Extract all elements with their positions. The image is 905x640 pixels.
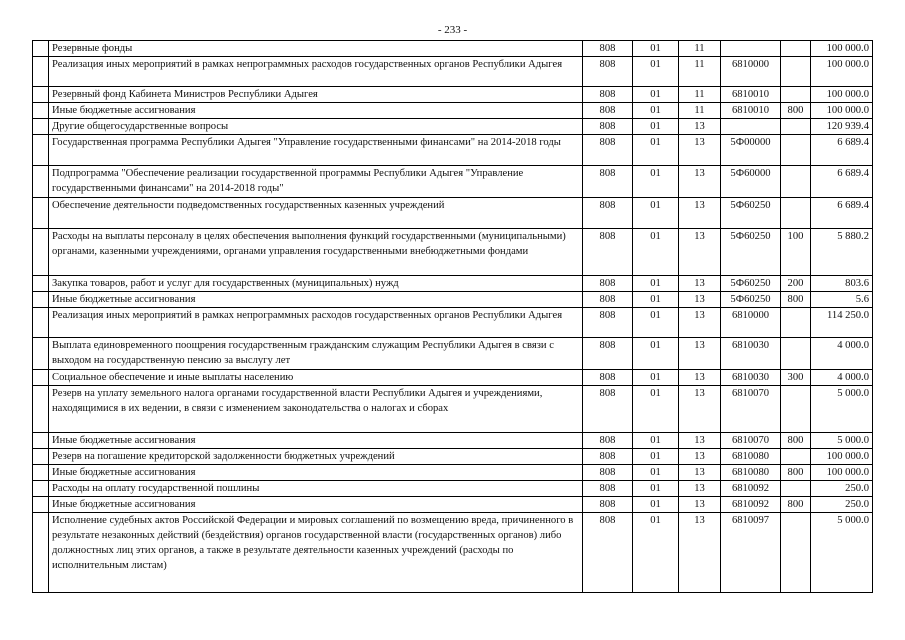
row-expense-type-code [781, 87, 811, 103]
row-name: Реализация иных мероприятий в рамках непрограммных расходов государственных органов Республики Адыгея [49, 308, 583, 338]
row-expense-type-code [781, 135, 811, 166]
table-row [33, 308, 873, 338]
row-ministry-code: 808 [583, 292, 633, 308]
row-ministry-code: 808 [583, 198, 633, 229]
row-subsection-code: 13 [679, 276, 721, 292]
row-subsection-code: 13 [679, 370, 721, 386]
row-target-code: 5Ф60250 [721, 292, 781, 308]
row-section-code: 01 [633, 433, 679, 449]
row-target-code [721, 119, 781, 135]
row-target-code: 6810010 [721, 87, 781, 103]
row-subsection-code: 11 [679, 103, 721, 119]
row-section-code: 01 [633, 229, 679, 276]
row-name: Расходы на выплаты персоналу в целях обеспечения выполнения функций государственными (муниципальными) органами, казенными учреждениями, органами управления государственными внебюджетными фондами [49, 229, 583, 276]
row-marker-cell [33, 135, 49, 166]
row-ministry-code: 808 [583, 87, 633, 103]
row-expense-type-code: 800 [781, 465, 811, 481]
row-ministry-code: 808 [583, 57, 633, 87]
row-subsection-code: 13 [679, 166, 721, 198]
row-amount: 100 000.0 [811, 449, 873, 465]
row-section-code: 01 [633, 465, 679, 481]
row-subsection-code: 13 [679, 338, 721, 370]
row-ministry-code: 808 [583, 433, 633, 449]
row-subsection-code: 13 [679, 119, 721, 135]
row-amount: 5 000.0 [811, 433, 873, 449]
row-amount: 4 000.0 [811, 338, 873, 370]
row-section-code: 01 [633, 166, 679, 198]
row-amount: 100 000.0 [811, 41, 873, 57]
row-name: Иные бюджетные ассигнования [49, 292, 583, 308]
table-row [33, 433, 873, 449]
row-name: Реализация иных мероприятий в рамках непрограммных расходов государственных органов Республики Адыгея [49, 57, 583, 87]
row-target-code: 6810070 [721, 433, 781, 449]
row-expense-type-code [781, 338, 811, 370]
row-marker-cell [33, 198, 49, 229]
row-target-code: 6810070 [721, 386, 781, 433]
row-subsection-code: 13 [679, 386, 721, 433]
row-section-code: 01 [633, 57, 679, 87]
row-section-code: 01 [633, 276, 679, 292]
table-row [33, 386, 873, 433]
row-expense-type-code [781, 449, 811, 465]
table-row [33, 513, 873, 593]
row-expense-type-code: 100 [781, 229, 811, 276]
row-target-code: 6810030 [721, 370, 781, 386]
row-section-code: 01 [633, 481, 679, 497]
row-amount: 100 000.0 [811, 87, 873, 103]
row-ministry-code: 808 [583, 481, 633, 497]
row-name: Резерв на погашение кредиторской задолженности бюджетных учреждений [49, 449, 583, 465]
row-target-code: 6810030 [721, 338, 781, 370]
row-expense-type-code [781, 513, 811, 593]
row-marker-cell [33, 386, 49, 433]
row-expense-type-code [781, 57, 811, 87]
row-section-code: 01 [633, 338, 679, 370]
row-marker-cell [33, 465, 49, 481]
row-expense-type-code: 800 [781, 103, 811, 119]
row-name: Иные бюджетные ассигнования [49, 465, 583, 481]
row-amount: 5 880.2 [811, 229, 873, 276]
row-marker-cell [33, 41, 49, 57]
row-marker-cell [33, 338, 49, 370]
row-section-code: 01 [633, 386, 679, 433]
row-marker-cell [33, 513, 49, 593]
row-subsection-code: 13 [679, 198, 721, 229]
table-row [33, 41, 873, 57]
row-subsection-code: 13 [679, 229, 721, 276]
row-amount: 803.6 [811, 276, 873, 292]
row-name: Подпрограмма "Обеспечение реализации государственной программы Республики Адыгея "Управление государственными финансами" на 2014-2018 годы" [49, 166, 583, 198]
row-section-code: 01 [633, 119, 679, 135]
row-target-code: 6810080 [721, 465, 781, 481]
row-target-code: 6810010 [721, 103, 781, 119]
row-target-code: 5Ф60250 [721, 276, 781, 292]
row-name: Обеспечение деятельности подведомственных государственных казенных учреждений [49, 198, 583, 229]
row-marker-cell [33, 308, 49, 338]
row-target-code: 6810000 [721, 308, 781, 338]
row-expense-type-code: 300 [781, 370, 811, 386]
row-target-code: 5Ф60000 [721, 166, 781, 198]
row-name: Иные бюджетные ассигнования [49, 497, 583, 513]
row-expense-type-code: 200 [781, 276, 811, 292]
row-name: Другие общегосударственные вопросы [49, 119, 583, 135]
row-marker-cell [33, 229, 49, 276]
row-name: Исполнение судебных актов Российской Федерации и мировых соглашений по возмещению вреда, причиненного в результате незаконных действий (бездействия) органов государственной власти (государственных органов) либо должностных лиц этих органов, а также в результате деятельности казенных учреждений (расходы по исполнительным листам) [49, 513, 583, 593]
row-subsection-code: 13 [679, 513, 721, 593]
row-name: Закупка товаров, работ и услуг для государственных (муниципальных) нужд [49, 276, 583, 292]
table-row [33, 119, 873, 135]
row-marker-cell [33, 103, 49, 119]
row-ministry-code: 808 [583, 449, 633, 465]
row-name: Резерв на уплату земельного налога органами государственной власти Республики Адыгея и учреждениями, находящимися в их ведении, в связи с изменением законодательства о налогах и сборах [49, 386, 583, 433]
table-row [33, 292, 873, 308]
row-amount: 4 000.0 [811, 370, 873, 386]
row-subsection-code: 13 [679, 135, 721, 166]
row-ministry-code: 808 [583, 41, 633, 57]
row-expense-type-code [781, 198, 811, 229]
row-marker-cell [33, 87, 49, 103]
row-section-code: 01 [633, 292, 679, 308]
table-row [33, 370, 873, 386]
row-marker-cell [33, 57, 49, 87]
table-row [33, 87, 873, 103]
row-subsection-code: 13 [679, 433, 721, 449]
table-row [33, 338, 873, 370]
row-name: Иные бюджетные ассигнования [49, 433, 583, 449]
row-amount: 250.0 [811, 481, 873, 497]
row-subsection-code: 13 [679, 497, 721, 513]
row-amount: 6 689.4 [811, 135, 873, 166]
row-section-code: 01 [633, 513, 679, 593]
row-subsection-code: 13 [679, 449, 721, 465]
row-section-code: 01 [633, 198, 679, 229]
table-row [33, 465, 873, 481]
row-name: Социальное обеспечение и иные выплаты населению [49, 370, 583, 386]
row-target-code [721, 41, 781, 57]
row-marker-cell [33, 166, 49, 198]
budget-table [32, 40, 873, 593]
row-target-code: 6810080 [721, 449, 781, 465]
row-marker-cell [33, 119, 49, 135]
row-name: Государственная программа Республики Адыгея "Управление государственными финансами" на 2014-2018 годы [49, 135, 583, 166]
table-row [33, 276, 873, 292]
row-expense-type-code [781, 308, 811, 338]
row-amount: 5.6 [811, 292, 873, 308]
row-subsection-code: 11 [679, 87, 721, 103]
row-ministry-code: 808 [583, 497, 633, 513]
row-name: Иные бюджетные ассигнования [49, 103, 583, 119]
row-expense-type-code: 800 [781, 433, 811, 449]
row-marker-cell [33, 292, 49, 308]
row-ministry-code: 808 [583, 338, 633, 370]
table-row [33, 166, 873, 198]
table-row [33, 57, 873, 87]
table-row [33, 135, 873, 166]
table-row [33, 481, 873, 497]
row-ministry-code: 808 [583, 135, 633, 166]
table-row [33, 103, 873, 119]
row-section-code: 01 [633, 135, 679, 166]
row-marker-cell [33, 481, 49, 497]
row-ministry-code: 808 [583, 119, 633, 135]
row-section-code: 01 [633, 449, 679, 465]
row-amount: 114 250.0 [811, 308, 873, 338]
row-target-code: 5Ф60250 [721, 198, 781, 229]
row-amount: 100 000.0 [811, 57, 873, 87]
row-ministry-code: 808 [583, 465, 633, 481]
row-name: Резервный фонд Кабинета Министров Республики Адыгея [49, 87, 583, 103]
row-subsection-code: 13 [679, 292, 721, 308]
row-marker-cell [33, 433, 49, 449]
row-ministry-code: 808 [583, 308, 633, 338]
row-target-code: 6810092 [721, 481, 781, 497]
row-amount: 5 000.0 [811, 513, 873, 593]
row-subsection-code: 13 [679, 465, 721, 481]
row-marker-cell [33, 276, 49, 292]
row-expense-type-code [781, 481, 811, 497]
row-section-code: 01 [633, 103, 679, 119]
row-name: Расходы на оплату государственной пошлины [49, 481, 583, 497]
row-ministry-code: 808 [583, 370, 633, 386]
row-amount: 100 000.0 [811, 103, 873, 119]
row-marker-cell [33, 497, 49, 513]
row-subsection-code: 13 [679, 481, 721, 497]
row-amount: 100 000.0 [811, 465, 873, 481]
row-amount: 120 939.4 [811, 119, 873, 135]
table-row [33, 449, 873, 465]
row-amount: 250.0 [811, 497, 873, 513]
row-target-code: 6810097 [721, 513, 781, 593]
row-expense-type-code [781, 119, 811, 135]
page-number: - 233 - [437, 24, 468, 36]
row-ministry-code: 808 [583, 386, 633, 433]
row-target-code: 6810092 [721, 497, 781, 513]
row-expense-type-code: 800 [781, 497, 811, 513]
row-ministry-code: 808 [583, 229, 633, 276]
row-section-code: 01 [633, 87, 679, 103]
row-ministry-code: 808 [583, 276, 633, 292]
row-target-code: 5Ф60250 [721, 229, 781, 276]
row-ministry-code: 808 [583, 513, 633, 593]
row-expense-type-code [781, 41, 811, 57]
row-section-code: 01 [633, 308, 679, 338]
row-section-code: 01 [633, 370, 679, 386]
row-ministry-code: 808 [583, 103, 633, 119]
table-row [33, 198, 873, 229]
row-amount: 5 000.0 [811, 386, 873, 433]
row-name: Резервные фонды [49, 41, 583, 57]
row-amount: 6 689.4 [811, 166, 873, 198]
row-expense-type-code [781, 166, 811, 198]
table-row [33, 229, 873, 276]
row-subsection-code: 13 [679, 308, 721, 338]
row-section-code: 01 [633, 497, 679, 513]
row-subsection-code: 11 [679, 57, 721, 87]
row-marker-cell [33, 370, 49, 386]
row-amount: 6 689.4 [811, 198, 873, 229]
row-target-code: 6810000 [721, 57, 781, 87]
row-section-code: 01 [633, 41, 679, 57]
row-target-code: 5Ф00000 [721, 135, 781, 166]
row-expense-type-code [781, 386, 811, 433]
row-subsection-code: 11 [679, 41, 721, 57]
row-ministry-code: 808 [583, 166, 633, 198]
row-expense-type-code: 800 [781, 292, 811, 308]
row-marker-cell [33, 449, 49, 465]
table-row [33, 497, 873, 513]
row-name: Выплата единовременного поощрения государственным гражданским служащим Республики Адыгея в связи с выходом на государственную пенсию за выслугу лет [49, 338, 583, 370]
